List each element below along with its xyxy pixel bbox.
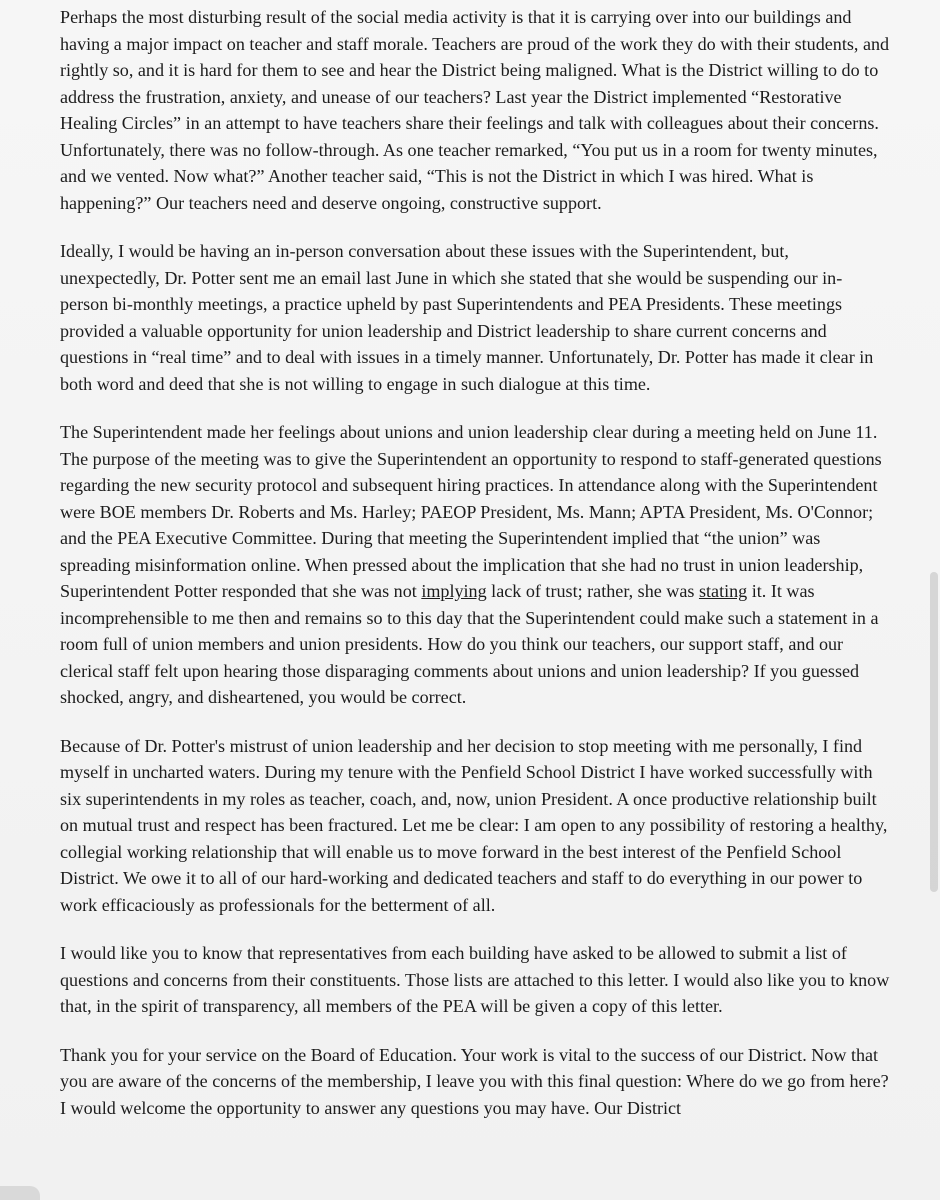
june-meeting-text-1: The Superintendent made her feelings about unions and union leadership clear during a meeting held on June 11. The purpose of the meeting was to give the Superintendent an opportunity to respond to staff-generated questions regarding the new security protocol and subsequent hiring practices. In attendance along with the Superintendent were BOE members Dr. Roberts and Ms. Harley; PAEOP President, Ms. Mann; APTA President, Ms. O'Connor; and the PEA Executive Committee. During that meeting the Superintendent implied that “the union” was spreading misinformation online. When pressed about the implication that she had no trust in union leadership, Superintendent Potter responded that she was not	[60, 422, 882, 601]
paragraph-suspended-meetings: Ideally, I would be having an in-person conversation about these issues with the Superintendent, but, unexpectedly, Dr. Potter sent me an email last June in which she stated that she would be suspending our in-person bi-monthly meetings, a practice upheld by past Superintendents and PEA Presidents. These meetings provided a valuable opportunity for union leadership and District leadership to share current concerns and questions in “real time” and to deal with issues in a timely manner. Unfortunately, Dr. Potter has made it clear in both word and deed that she is not willing to engage in such dialogue at this time.	[60, 241, 874, 394]
underlined-word-stating: stating	[698, 581, 748, 601]
paragraph-social-media-morale: Perhaps the most disturbing result of the social media activity is that it is carrying over into our buildings and having a major impact on teacher and staff morale. Teachers are proud of the work they do with their students, and rightly so, and it is hard for them to see and hear the District being maligned. What is the District willing to do to address the frustration, anxiety, and unease of our teachers? Last year the District implemented “Restorative Healing Circles” in an attempt to have teachers share their feelings and talk with colleagues about their concerns. Unfortunately, there was no follow-through. As one teacher remarked, “You put us in a room for twenty minutes, and we vented. Now what?” Another teacher said, “This is not the District in which I was hired. What is happening?” Our teachers need and deserve ongoing, constructive support.	[60, 7, 890, 213]
june-meeting-text-3: it. It was incomprehensible to me then and remains so to this day that the Superintendent could make such a statement in a room full of union members and union presidents. How do you think our teachers, our support staff, and our clerical staff felt upon hearing those disparaging comments about unions and union leadership? If you guessed shocked, angry, and disheartened, you would be correct.	[60, 581, 879, 707]
paragraph-june-meeting	[60, 419, 890, 711]
corner-overlay	[0, 1186, 40, 1200]
vertical-scrollbar[interactable]	[930, 572, 938, 892]
paragraph-closing: Thank you for your service on the Board of Education. Your work is vital to the success of our District. Now that you are aware of the concerns of the membership, I leave you with this final question: Where do we go from here? I would welcome the opportunity to answer any questions you may have. Our District	[60, 1044, 889, 1118]
underlined-word-implying: implying	[421, 581, 487, 601]
paragraph-uncharted-waters: Because of Dr. Potter's mistrust of union leadership and her decision to stop meeting with me personally, I find myself in uncharted waters. During my tenure with the Penfield School District I have worked successfully with six superintendents in my roles as teacher, coach, and, now, union President. A once productive relationship built on mutual trust and respect has been fractured. Let me be clear: I am open to any possibility of restoring a healthy, collegial working relationship that will enable us to move forward in the best interest of the Penfield School District. We owe it to all of our hard-working and dedicated teachers and staff to do everything in our power to work efficaciously as professionals for the betterment of all.	[60, 735, 888, 915]
paragraph-building-representatives: I would like you to know that representatives from each building have asked to be allowed to submit a list of questions and concerns from their constituents. Those lists are attached to this letter. I would also like you to know that, in the spirit of transparency, all members of the PEA will be given a copy of this letter.	[60, 943, 890, 1016]
june-meeting-text-2: lack of trust; rather, she was	[486, 581, 699, 601]
